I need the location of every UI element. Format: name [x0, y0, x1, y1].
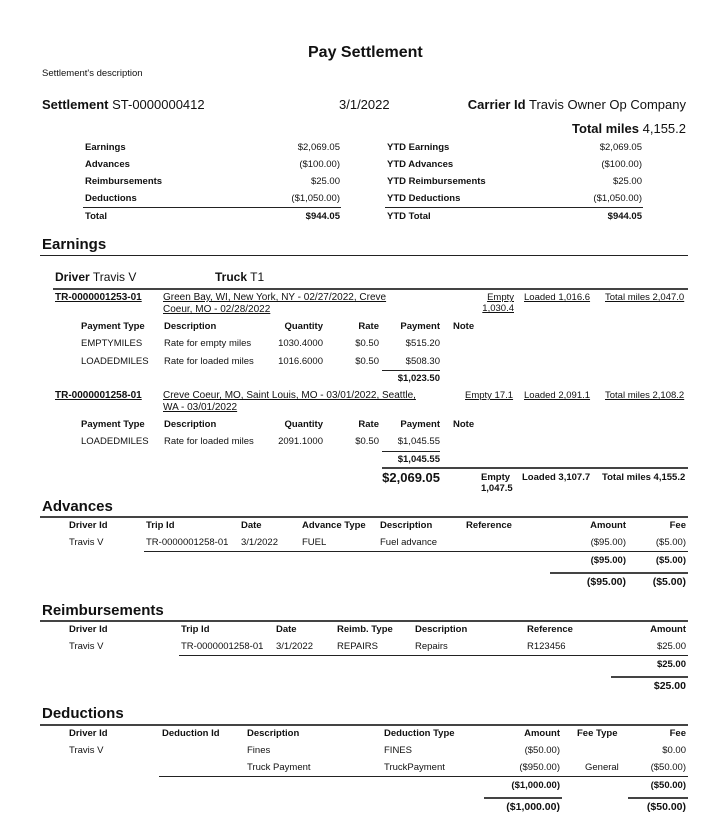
col-deduction-id: Deduction Id	[162, 728, 220, 739]
trip-total-miles: Total miles 2,047.0	[605, 292, 685, 303]
reimbursements-subtotal: $25.00	[656, 659, 686, 670]
divider	[382, 467, 688, 469]
col-reference: Reference	[466, 520, 512, 531]
trip-subtotal: $1,045.55	[397, 454, 440, 465]
cell-type: FINES	[384, 745, 412, 756]
trip-route-link[interactable]: Green Bay, WI, New York, NY - 02/27/2022, Creve	[163, 292, 387, 303]
deductions-subtotal-fee: ($50.00)	[650, 780, 686, 791]
col-payment: Payment	[400, 419, 440, 430]
divider	[40, 620, 688, 622]
ytd-label: YTD Advances	[387, 159, 454, 170]
cell-description: Rate for loaded miles	[164, 356, 254, 367]
cell-quantity: 2091.1000	[278, 436, 323, 447]
trip-id-link[interactable]: TR-0000001258-01	[55, 390, 142, 401]
earnings-title: Earnings	[42, 236, 107, 253]
cell-description: Fines	[247, 745, 271, 756]
cell-fee: ($50.00)	[650, 762, 686, 773]
deductions-title: Deductions	[42, 705, 124, 722]
trip-route-link[interactable]: Coeur, MO - 02/28/2022	[163, 304, 271, 315]
empty-value: 1,030.4	[482, 303, 514, 314]
advances-subtotal-amount: ($95.00)	[590, 555, 626, 566]
ytd-value: $2,069.05	[599, 142, 642, 153]
col-rate: Rate	[358, 419, 379, 430]
trip-route-link[interactable]: WA - 03/01/2022	[163, 402, 238, 413]
cell-trip: TR-0000001258-01	[181, 641, 264, 652]
col-trip-id: Trip Id	[181, 624, 210, 635]
col-note: Note	[453, 321, 475, 332]
divider	[179, 655, 688, 656]
col-amount: Amount	[524, 728, 560, 739]
col-amount: Amount	[650, 624, 686, 635]
summary-total-value: $944.05	[305, 211, 340, 222]
col-description: Description	[164, 419, 217, 430]
empty-label: Empty	[481, 472, 511, 483]
ytd-value: $25.00	[612, 176, 642, 187]
cell-driver: Travis V	[69, 745, 104, 756]
trip-empty-miles: Empty 17.1	[465, 390, 514, 401]
deductions-subtotal-amount: ($1,000.00)	[511, 780, 560, 791]
cell-type: TruckPayment	[384, 762, 445, 773]
divider	[53, 288, 688, 290]
trip-loaded-miles: Loaded 1,016.6	[524, 292, 591, 303]
total-miles-label: Total miles	[572, 121, 639, 136]
cell-fee: $0.00	[662, 745, 686, 756]
cell-quantity: 1030.4000	[278, 338, 323, 349]
ytd-total-value: $944.05	[607, 211, 642, 222]
truck-value: T1	[250, 270, 265, 284]
cell-description: Fuel advance	[380, 537, 438, 548]
advances-subtotal-fee: ($5.00)	[655, 555, 686, 566]
col-fee-type: Fee Type	[577, 728, 618, 739]
col-reference: Reference	[527, 624, 573, 635]
divider	[83, 207, 341, 208]
col-quantity: Quantity	[284, 419, 323, 430]
divider	[385, 207, 643, 208]
summary-label: Earnings	[85, 142, 126, 153]
trip-id-link[interactable]: TR-0000001253-01	[55, 292, 142, 303]
earnings-total-loaded: Loaded 3,107.7	[522, 472, 591, 483]
cell-amount: ($950.00)	[519, 762, 560, 773]
reimbursements-total: $25.00	[653, 680, 686, 692]
settlement-date: 3/1/2022	[339, 97, 390, 112]
page-title: Pay Settlement	[308, 44, 423, 61]
col-driver-id: Driver Id	[69, 728, 108, 739]
col-payment: Payment	[400, 321, 440, 332]
deductions-total-amount: ($1,000.00)	[506, 801, 560, 813]
settlement-id	[42, 97, 205, 112]
carrier-value: Travis Owner Op Company	[528, 97, 686, 112]
col-date: Date	[276, 624, 297, 635]
cell-driver: Travis V	[69, 537, 104, 548]
ytd-label: YTD Deductions	[387, 193, 461, 204]
cell-type: LOADEDMILES	[81, 356, 149, 367]
cell-rate: $0.50	[355, 356, 379, 367]
trip-loaded-miles: Loaded 2,091.1	[524, 390, 591, 401]
divider	[611, 676, 688, 678]
col-payment-type: Payment Type	[81, 321, 145, 332]
summary-value: $25.00	[310, 176, 340, 187]
col-advance-type: Advance Type	[302, 520, 366, 531]
advances-title: Advances	[42, 498, 113, 515]
cell-rate: $0.50	[355, 436, 379, 447]
col-deduction-type: Deduction Type	[384, 728, 455, 739]
cell-trip: TR-0000001258-01	[146, 537, 229, 548]
advances-total-fee: ($5.00)	[652, 576, 686, 588]
reimbursements-title: Reimbursements	[42, 602, 164, 619]
divider	[382, 370, 440, 371]
summary-total-label: Total	[85, 211, 107, 222]
summary-value: ($100.00)	[299, 159, 340, 170]
truck-label: Truck	[215, 270, 248, 284]
driver-info	[55, 270, 136, 284]
cell-description: Truck Payment	[247, 762, 311, 773]
earnings-total-miles: Total miles 4,155.2	[602, 472, 686, 483]
col-reimb-type: Reimb. Type	[337, 624, 393, 635]
header-total-miles	[572, 121, 686, 136]
cell-fee: ($5.00)	[655, 537, 686, 548]
cell-description: Rate for empty miles	[164, 338, 252, 349]
ytd-label: YTD Earnings	[387, 142, 450, 153]
settlement-label: Settlement	[42, 97, 109, 112]
divider	[40, 724, 688, 726]
cell-payment: $508.30	[405, 356, 440, 367]
driver-label: Driver	[55, 270, 90, 284]
carrier-label: Carrier Id	[467, 97, 526, 112]
col-payment-type: Payment Type	[81, 419, 145, 430]
earnings-total: $2,069.05	[382, 470, 440, 485]
ytd-value: ($1,050.00)	[593, 193, 642, 204]
col-driver-id: Driver Id	[69, 624, 108, 635]
trip-total-miles: Total miles 2,108.2	[605, 390, 685, 401]
trip-empty-miles	[482, 292, 514, 314]
col-description: Description	[415, 624, 468, 635]
settlement-value: ST-0000000412	[112, 97, 205, 112]
empty-label: Empty	[487, 292, 514, 303]
empty-value: 1,047.5	[481, 483, 513, 494]
col-rate: Rate	[358, 321, 379, 332]
total-miles-value: 4,155.2	[642, 121, 686, 136]
cell-description: Repairs	[415, 641, 448, 652]
col-trip-id: Trip Id	[146, 520, 175, 531]
col-description: Description	[164, 321, 217, 332]
divider	[144, 551, 688, 552]
advances-total-amount: ($95.00)	[586, 576, 626, 588]
ytd-label: YTD Reimbursements	[387, 176, 486, 187]
earnings-total-empty	[481, 472, 513, 494]
divider	[484, 797, 562, 799]
ytd-total-label: YTD Total	[387, 211, 431, 222]
col-quantity: Quantity	[284, 321, 323, 332]
col-amount: Amount	[590, 520, 626, 531]
divider	[159, 776, 688, 777]
summary-label: Reimbursements	[85, 176, 163, 187]
cell-type: LOADEDMILES	[81, 436, 149, 447]
cell-reference: R123456	[527, 641, 566, 652]
ytd-value: ($100.00)	[601, 159, 642, 170]
cell-amount: $25.00	[656, 641, 686, 652]
cell-payment: $515.20	[405, 338, 440, 349]
summary-value: $2,069.05	[297, 142, 340, 153]
cell-fee-type: General	[585, 762, 619, 773]
cell-payment: $1,045.55	[397, 436, 440, 447]
cell-date: 3/1/2022	[241, 537, 278, 548]
summary-value: ($1,050.00)	[291, 193, 340, 204]
cell-quantity: 1016.6000	[278, 356, 323, 367]
carrier-id	[468, 97, 686, 112]
col-date: Date	[241, 520, 262, 531]
deductions-total-fee: ($50.00)	[646, 801, 686, 813]
cell-amount: ($50.00)	[524, 745, 560, 756]
col-fee: Fee	[669, 728, 686, 739]
settlement-description: Settlement's description	[42, 68, 143, 79]
summary-label: Deductions	[85, 193, 137, 204]
cell-type: REPAIRS	[337, 641, 379, 652]
cell-amount: ($95.00)	[590, 537, 626, 548]
divider	[40, 516, 688, 518]
col-description: Description	[247, 728, 300, 739]
driver-value: Travis V	[92, 270, 137, 284]
trip-subtotal: $1,023.50	[397, 373, 440, 384]
col-fee: Fee	[669, 520, 686, 531]
divider	[628, 797, 688, 799]
truck-info	[215, 270, 264, 284]
cell-description: Rate for loaded miles	[164, 436, 254, 447]
cell-driver: Travis V	[69, 641, 104, 652]
col-driver-id: Driver Id	[69, 520, 108, 531]
cell-type: FUEL	[302, 537, 327, 548]
cell-date: 3/1/2022	[276, 641, 313, 652]
divider	[382, 451, 440, 452]
trip-route-link[interactable]: Creve Coeur, MO, Saint Louis, MO - 03/01/2022, Seattle,	[163, 390, 416, 401]
divider	[40, 255, 688, 256]
divider	[550, 572, 688, 574]
cell-rate: $0.50	[355, 338, 379, 349]
cell-type: EMPTYMILES	[81, 338, 143, 349]
summary-label: Advances	[85, 159, 130, 170]
col-note: Note	[453, 419, 475, 430]
col-description: Description	[380, 520, 433, 531]
